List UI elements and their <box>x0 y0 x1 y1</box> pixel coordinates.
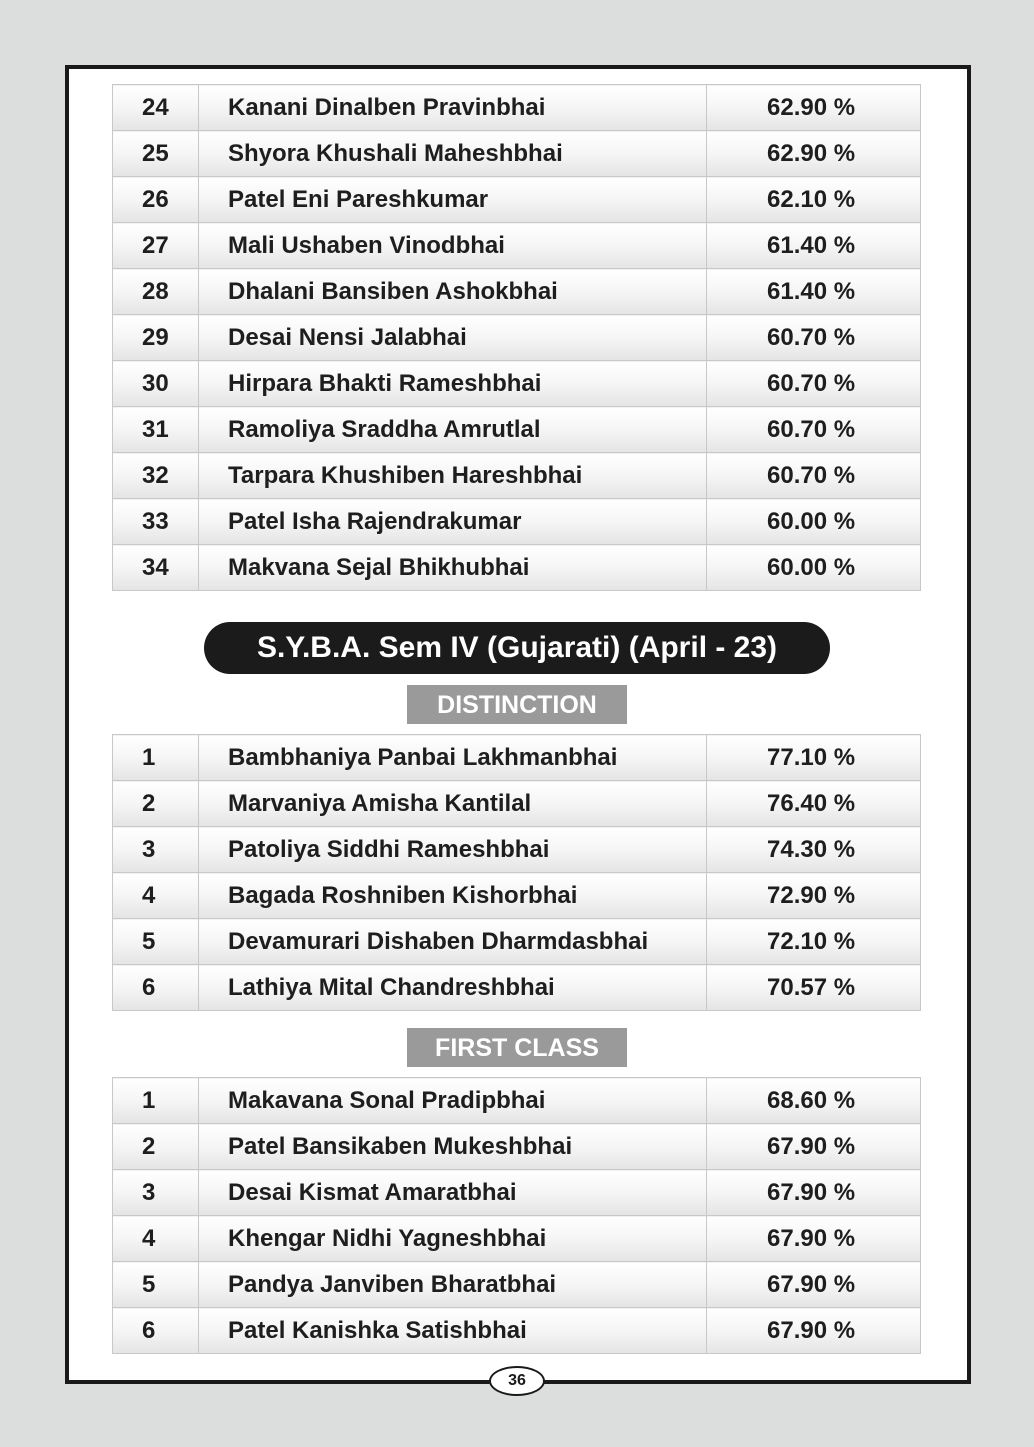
serial-number: 1 <box>113 735 199 781</box>
table-row <box>113 827 921 873</box>
student-name: Tarpara Khushiben Hareshbhai <box>199 453 707 499</box>
student-name: Makvana Sejal Bhikhubhai <box>199 545 707 591</box>
table-row <box>113 499 921 545</box>
student-name: Desai Kismat Amaratbhai <box>199 1170 707 1216</box>
student-name: Lathiya Mital Chandreshbhai <box>199 965 707 1011</box>
page-number: 36 <box>489 1366 545 1396</box>
distinction-label: DISTINCTION <box>407 685 627 724</box>
table-row <box>113 361 921 407</box>
results-table-continued <box>112 84 921 591</box>
student-name: Bambhaniya Panbai Lakhmanbhai <box>199 735 707 781</box>
serial-number: 26 <box>113 177 199 223</box>
percentage: 62.90 % <box>707 85 921 131</box>
student-name: Kanani Dinalben Pravinbhai <box>199 85 707 131</box>
table-row <box>113 545 921 591</box>
percentage: 67.90 % <box>707 1124 921 1170</box>
serial-number: 4 <box>113 873 199 919</box>
percentage: 68.60 % <box>707 1078 921 1124</box>
table-row <box>113 223 921 269</box>
table-row <box>113 965 921 1011</box>
serial-number: 6 <box>113 965 199 1011</box>
serial-number: 3 <box>113 1170 199 1216</box>
serial-number: 3 <box>113 827 199 873</box>
student-name: Marvaniya Amisha Kantilal <box>199 781 707 827</box>
student-name: Hirpara Bhakti Rameshbhai <box>199 361 707 407</box>
first-class-label: FIRST CLASS <box>407 1028 627 1067</box>
serial-number: 5 <box>113 1262 199 1308</box>
percentage: 60.00 % <box>707 545 921 591</box>
serial-number: 30 <box>113 361 199 407</box>
table-row <box>113 315 921 361</box>
table-row <box>113 407 921 453</box>
serial-number: 28 <box>113 269 199 315</box>
table-row <box>113 1216 921 1262</box>
student-name: Patoliya Siddhi Rameshbhai <box>199 827 707 873</box>
percentage: 60.70 % <box>707 361 921 407</box>
table-row <box>113 1262 921 1308</box>
serial-number: 33 <box>113 499 199 545</box>
percentage: 60.70 % <box>707 407 921 453</box>
percentage: 60.70 % <box>707 453 921 499</box>
student-name: Makavana Sonal Pradipbhai <box>199 1078 707 1124</box>
serial-number: 5 <box>113 919 199 965</box>
student-name: Desai Nensi Jalabhai <box>199 315 707 361</box>
serial-number: 2 <box>113 1124 199 1170</box>
student-name: Patel Eni Pareshkumar <box>199 177 707 223</box>
table-row <box>113 177 921 223</box>
table-row <box>113 873 921 919</box>
table-row <box>113 735 921 781</box>
table-row <box>113 131 921 177</box>
student-name: Bagada Roshniben Kishorbhai <box>199 873 707 919</box>
distinction-table <box>112 734 921 1011</box>
serial-number: 2 <box>113 781 199 827</box>
percentage: 77.10 % <box>707 735 921 781</box>
percentage: 67.90 % <box>707 1216 921 1262</box>
table-row <box>113 1170 921 1216</box>
percentage: 61.40 % <box>707 269 921 315</box>
table-row <box>113 85 921 131</box>
serial-number: 32 <box>113 453 199 499</box>
serial-number: 24 <box>113 85 199 131</box>
table-row <box>113 919 921 965</box>
student-name: Shyora Khushali Maheshbhai <box>199 131 707 177</box>
table-row <box>113 1124 921 1170</box>
student-name: Ramoliya Sraddha Amrutlal <box>199 407 707 453</box>
serial-number: 1 <box>113 1078 199 1124</box>
percentage: 74.30 % <box>707 827 921 873</box>
serial-number: 6 <box>113 1308 199 1354</box>
serial-number: 29 <box>113 315 199 361</box>
student-name: Khengar Nidhi Yagneshbhai <box>199 1216 707 1262</box>
percentage: 72.10 % <box>707 919 921 965</box>
student-name: Pandya Janviben Bharatbhai <box>199 1262 707 1308</box>
first-class-table <box>112 1077 921 1354</box>
student-name: Patel Isha Rajendrakumar <box>199 499 707 545</box>
student-name: Devamurari Dishaben Dharmdasbhai <box>199 919 707 965</box>
percentage: 60.70 % <box>707 315 921 361</box>
student-name: Patel Kanishka Satishbhai <box>199 1308 707 1354</box>
serial-number: 27 <box>113 223 199 269</box>
percentage: 62.90 % <box>707 131 921 177</box>
percentage: 60.00 % <box>707 499 921 545</box>
percentage: 76.40 % <box>707 781 921 827</box>
section-title: S.Y.B.A. Sem IV (Gujarati) (April - 23) <box>204 622 830 674</box>
serial-number: 34 <box>113 545 199 591</box>
serial-number: 25 <box>113 131 199 177</box>
percentage: 67.90 % <box>707 1308 921 1354</box>
percentage: 72.90 % <box>707 873 921 919</box>
table-row <box>113 1308 921 1354</box>
table-row <box>113 781 921 827</box>
serial-number: 31 <box>113 407 199 453</box>
percentage: 67.90 % <box>707 1170 921 1216</box>
table-row <box>113 453 921 499</box>
serial-number: 4 <box>113 1216 199 1262</box>
percentage: 70.57 % <box>707 965 921 1011</box>
student-name: Patel Bansikaben Mukeshbhai <box>199 1124 707 1170</box>
percentage: 67.90 % <box>707 1262 921 1308</box>
student-name: Mali Ushaben Vinodbhai <box>199 223 707 269</box>
percentage: 62.10 % <box>707 177 921 223</box>
student-name: Dhalani Bansiben Ashokbhai <box>199 269 707 315</box>
percentage: 61.40 % <box>707 223 921 269</box>
table-row <box>113 269 921 315</box>
table-row <box>113 1078 921 1124</box>
